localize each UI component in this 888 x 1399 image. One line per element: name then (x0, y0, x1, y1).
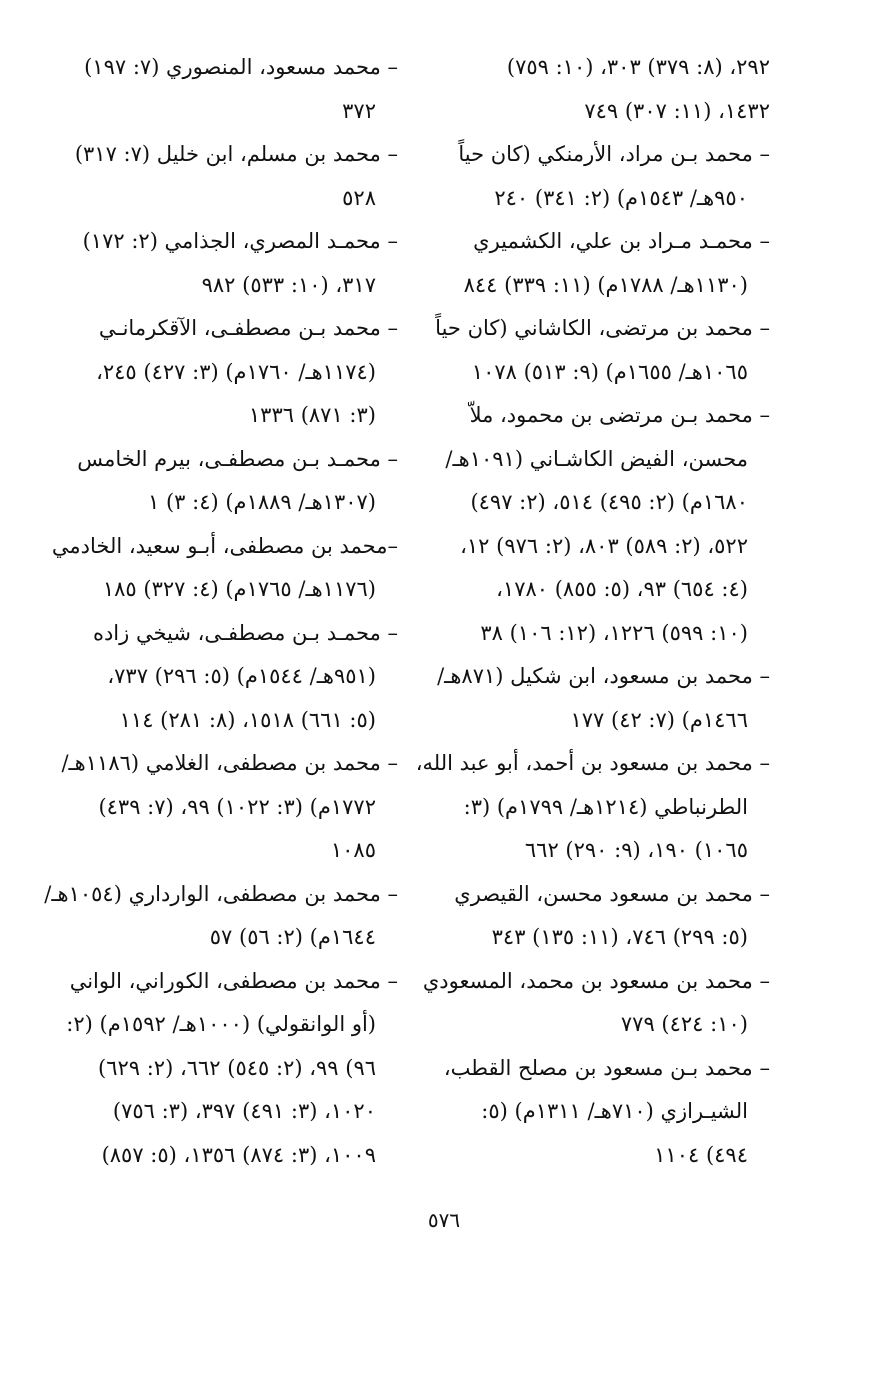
entry-continuation-line: ١٤٦٦م) (٧: ٤٢) ١٧٧ (570, 707, 748, 732)
index-entry (434, 307, 770, 394)
index-entry (434, 394, 770, 655)
entry-continuation-line: ٥٢٢، (٢: ٥٨٩) ٨٠٣، (٢: ٩٧٦) ١٢، (460, 533, 748, 558)
entry-heading-line: – محمـد بـن مصطفـى، بيرم الخامس (77, 446, 398, 471)
index-entry (66, 960, 398, 1178)
entry-continuation-line: (١٠: ٥٩٩) ١٢٢٦، (١٢: ١٠٦) ٣٨ (480, 620, 748, 645)
entry-continuation-line: (٣: ٨٧١) ١٣٣٦ (248, 403, 376, 427)
entry-heading-line: – محمـد المصري، الجذامي (٢: ١٧٢) (82, 229, 398, 253)
index-entry (434, 133, 770, 220)
index-entry (61, 742, 398, 873)
entry-continuation-line: (٥: ٢٩٩) ٧٤٦، (١١: ١٣٥) ٣٤٣ (491, 925, 748, 949)
entry-continuation-line: (١١٧٤هـ/ ١٧٦٠م) (٣: ٤٢٧) ٢٤٥، (96, 359, 376, 384)
index-column-right (415, 46, 770, 1177)
entry-continuation-line: ١٠٠٩، (٣: ٨٧٤) ١٣٥٦، (٥: ٨٥٧) (101, 1142, 376, 1167)
entry-heading-line: – محمد بـن مرتضى بن محمود، ملاّ (469, 403, 770, 427)
entry-heading-line: – محمد مسعود، المنصوري (٧: ١٩٧) (84, 55, 398, 79)
entry-heading-line: – محمد بن مصطفى، الكوراني، الواني (69, 968, 398, 993)
entry-heading-line: –محمد بن مصطفى، أبـو سعيد، الخادمي (51, 533, 398, 558)
entry-continuation-line: ١٧٧٢م) (٣: ١٠٢٢) ٩٩، (٧: ٤٣٩) (98, 794, 376, 819)
index-entry (434, 655, 770, 742)
entry-continuation-line: ٥٢٨ (342, 185, 376, 210)
entry-heading-line: – محمـد مـراد بن علي، الكشميري (473, 229, 770, 253)
entry-heading-line: – محمـد بـن مصطفـى، شيخي زاده (92, 620, 398, 645)
index-entry (44, 873, 398, 960)
index-entry (74, 133, 398, 220)
entry-continuation-line: الشيـرازي (٧١٠هـ/ ١٣١١م) (٥: (481, 1099, 748, 1123)
entry-heading-line: – محمد بن مسلم، ابن خليل (٧: ٣١٧) (74, 142, 398, 166)
index-entry (78, 307, 398, 438)
entry-continuation-line: ٩٥٠هـ/ ١٥٤٣م) (٢: ٣٤١) ٢٤٠ (494, 185, 748, 210)
entry-heading-line: – محمد بـن مسعود بن مصلح القطب، (443, 1055, 770, 1080)
entry-continuation-line: ١٤٣٢، (١١: ٣٠٧) ٧٤٩ (584, 98, 770, 123)
index-entry (434, 873, 770, 960)
entry-continuation-line: (٥: ٦٦١) ١٥١٨، (٨: ٢٨١) ١١٤ (119, 707, 376, 732)
entry-heading-line: – محمد بن مسعود بن محمد، المسعودي (422, 968, 770, 993)
index-entry (422, 960, 770, 1047)
entry-continuation-line: ١٠٦٥) ١٩٠، (٩: ٢٩٠) ٦٦٢ (524, 838, 748, 862)
index-entry (78, 46, 398, 133)
page-number: ٥٧٦ (427, 1208, 461, 1232)
index-entry (434, 220, 770, 307)
entry-continuation-line: ٩٦) ٩٩، (٢: ٥٤٥) ٦٦٢، (٢: ٦٢٩) (97, 1055, 376, 1080)
entry-continuation-line: ١٠٨٥ (330, 838, 376, 862)
entry-continuation-line: ١٦٤٤م) (٢: ٥٦) ٥٧ (209, 925, 376, 949)
entry-heading-line: – محمد بن مرتضى، الكاشاني (كان حياً (435, 316, 770, 340)
index-entry (78, 612, 398, 743)
entry-continuation-line: ٣٧٢ (342, 98, 376, 123)
entry-continuation-line: (٤: ٦٥٤) ٩٣، (٥: ٨٥٥) ١٧٨٠، (496, 577, 748, 601)
entry-heading-line: – محمد بن مصطفى، الوارداري (١٠٥٤هـ/ (44, 881, 398, 906)
index-column-left (44, 46, 398, 1177)
entry-continuation-line: الطرنباطي (١٢١٤هـ/ ١٧٩٩م) (٣: (463, 794, 748, 819)
entry-heading-line: – محمد بن مسعود، ابن شكيل (٨٧١هـ/ (437, 664, 770, 688)
entry-continuation-line: ١٠٦٥هـ/ ١٦٥٥م) (٩: ٥١٣) ١٠٧٨ (471, 359, 748, 384)
index-entry (434, 1047, 770, 1178)
entry-continuation-line: (١١٣٠هـ/ ١٧٨٨م) (١١: ٣٣٩) ٨٤٤ (463, 272, 748, 297)
index-entry (78, 438, 398, 525)
entry-continuation-line: ١٠٢٠، (٣: ٤٩١) ٣٩٧، (٣: ٧٥٦) (112, 1099, 376, 1123)
entry-continuation-line: ١٦٨٠م) (٢: ٤٩٥) ٥١٤، (٢: ٤٩٧) (470, 490, 748, 514)
entry-continuation-line: محسن، الفيض الكاشـاني (١٠٩١هـ/ (445, 446, 748, 471)
entry-heading-line: – محمد بـن مراد، الأرمنكي (كان حياً (458, 142, 770, 166)
entry-continuation-line: (أو الوانقولي) (١٠٠٠هـ/ ١٥٩٢م) (٢: (66, 1012, 376, 1036)
entry-heading-line: ٢٩٢، (٨: ٣٧٩) ٣٠٣، (١٠: ٧٥٩) (506, 55, 770, 79)
entry-heading-line: – محمد بن مسعود بن أحمد، أبو عبد الله، (415, 751, 770, 775)
entry-continuation-line: (١١٧٦هـ/ ١٧٦٥م) (٤: ٣٢٧) ١٨٥ (102, 577, 376, 601)
entry-heading-line: – محمد بـن مصطفـى، الآقكرمانـي (98, 316, 398, 340)
index-entry (415, 742, 770, 873)
entry-continuation-line: ٣١٧، (١٠: ٥٣٣) ٩٨٢ (201, 272, 376, 297)
entry-heading-line: – محمد بن مصطفى، الغلامي (١١٨٦هـ/ (61, 751, 398, 775)
index-entry (51, 525, 398, 612)
entry-continuation-line: (١٣٠٧هـ/ ١٨٨٩م) (٤: ٣) ١ (148, 490, 376, 514)
entry-continuation-line: ٤٩٤) ١١٠٤ (654, 1142, 748, 1167)
entry-heading-line: – محمد بن مسعود محسن، القيصري (454, 881, 770, 906)
index-entry (78, 220, 398, 307)
entry-continuation-line: (١٠: ٤٢٤) ٧٧٩ (620, 1012, 748, 1036)
index-entry (434, 46, 770, 133)
entry-continuation-line: (٩٥١هـ/ ١٥٤٤م) (٥: ٢٩٦) ٧٣٧، (107, 664, 376, 688)
